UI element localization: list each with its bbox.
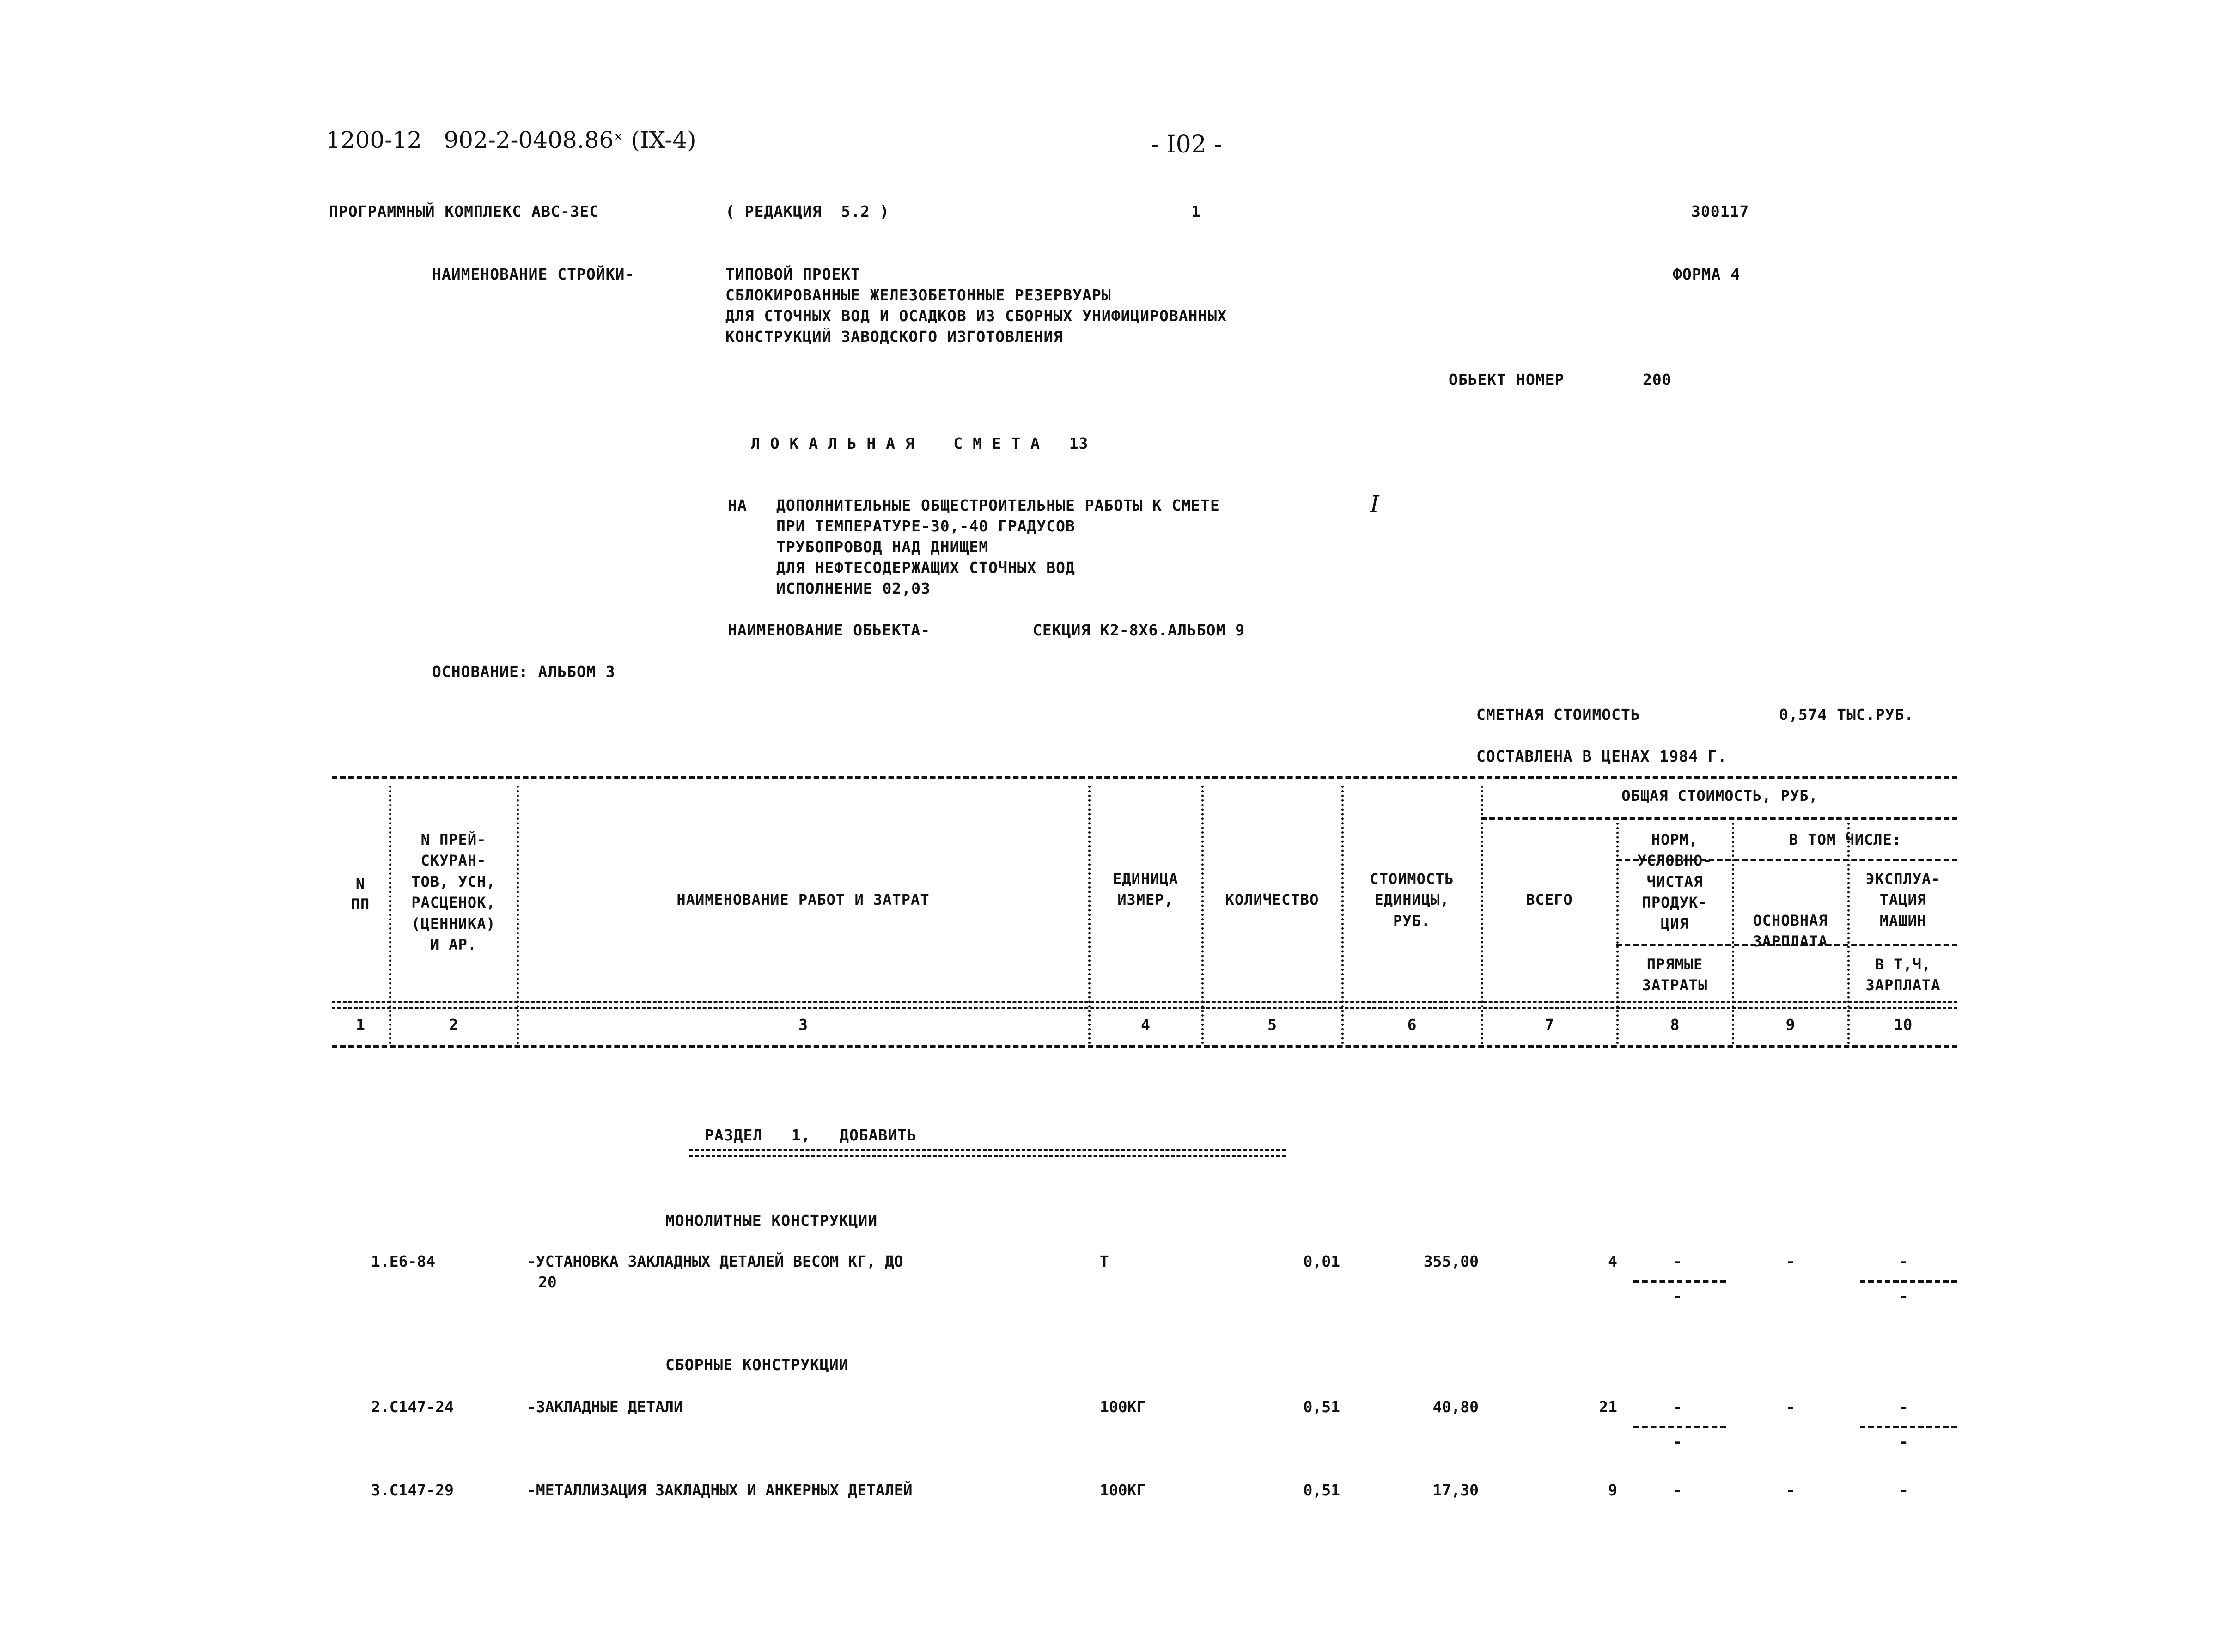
row-unit-price: 17,30 bbox=[1432, 1481, 1479, 1499]
sheet-number: 1 bbox=[1191, 202, 1201, 220]
row-name-cont: 20 bbox=[538, 1273, 557, 1291]
section-underline bbox=[689, 1149, 1286, 1157]
object-name: СЕКЦИЯ К2-8Х6.АЛЬБОМ 9 bbox=[1033, 621, 1245, 639]
project-line: ТИПОВОЙ ПРОЕКТ bbox=[725, 265, 861, 283]
row-direct: - bbox=[1673, 1433, 1682, 1451]
header-bottom-rule bbox=[332, 1001, 1957, 1009]
row-unit: 100КГ bbox=[1100, 1398, 1146, 1416]
row-divider bbox=[1633, 1280, 1726, 1283]
row-qty: 0,51 bbox=[1303, 1481, 1340, 1499]
row-salary: - bbox=[1786, 1252, 1795, 1270]
col-divider bbox=[1201, 786, 1204, 1044]
object-name-label: НАИМЕНОВАНИЕ ОБЬЕКТА- bbox=[728, 621, 931, 639]
row-machines: - bbox=[1899, 1481, 1908, 1499]
header-col-qty: КОЛИЧЕСТВО bbox=[1225, 891, 1319, 908]
row-unit-price: 355,00 bbox=[1423, 1252, 1479, 1270]
row-code: 3.С147-29 bbox=[371, 1481, 454, 1499]
row-norm: - bbox=[1673, 1252, 1682, 1270]
group-title: МОНОЛИТНЫЕ КОНСТРУКЦИИ bbox=[665, 1212, 878, 1230]
row-machines: - bbox=[1899, 1398, 1908, 1416]
project-line: КОНСТРУКЦИЙ ЗАВОДСКОГО ИЗГОТОВЛЕНИЯ bbox=[725, 328, 1063, 346]
col-divider bbox=[1847, 823, 1850, 1044]
section-title: РАЗДЕЛ 1, ДОБАВИТЬ bbox=[705, 1126, 917, 1144]
row-unit: 100КГ bbox=[1100, 1481, 1146, 1499]
col-number: 8 bbox=[1670, 1016, 1680, 1034]
program-code: 300117 bbox=[1691, 202, 1749, 220]
row-norm: - bbox=[1673, 1398, 1682, 1416]
row-code: 1.Е6-84 bbox=[371, 1252, 436, 1270]
row-name: -МЕТАЛЛИЗАЦИЯ ЗАКЛАДНЫХ И АНКЕРНЫХ ДЕТАЛЕЙ bbox=[527, 1481, 913, 1499]
col-number: 4 bbox=[1141, 1016, 1150, 1034]
form-number: ФОРМА 4 bbox=[1673, 265, 1741, 283]
project-line: СБЛОКИРОВАННЫЕ ЖЕЛЕЗОБЕТОННЫЕ РЕЗЕРВУАРЫ bbox=[725, 286, 1111, 304]
estimate-purpose: ПРИ ТЕМПЕРАТУРЕ-30,-40 ГРАДУСОВ bbox=[776, 517, 1075, 535]
row-divider bbox=[1860, 1426, 1957, 1428]
basis: ОСНОВАНИЕ: АЛЬБОМ 3 bbox=[432, 663, 615, 681]
table-top-rule bbox=[332, 776, 1957, 779]
page-number: - I02 - bbox=[1151, 131, 1222, 158]
estimate-smeta-ref: I bbox=[1370, 491, 1379, 518]
col-divider bbox=[517, 786, 519, 1044]
row-total: 21 bbox=[1599, 1398, 1617, 1416]
row-divider bbox=[1860, 1280, 1957, 1283]
row-total: 9 bbox=[1608, 1481, 1617, 1499]
header-col-total: ВСЕГО bbox=[1526, 891, 1573, 908]
estimate-title: Л О К А Л Ь Н А Я С М Е Т А 13 bbox=[751, 434, 1089, 452]
header-col-machines-salary: В Т,Ч, ЗАРПЛАТА bbox=[1865, 956, 1941, 994]
group-title: СБОРНЫЕ КОНСТРУКЦИИ bbox=[665, 1356, 849, 1374]
col-divider bbox=[1088, 786, 1091, 1044]
total-group-rule bbox=[1481, 817, 1957, 820]
col-number: 1 bbox=[356, 1016, 365, 1034]
cost-value: 0,574 ТЫС.РУБ. bbox=[1779, 706, 1914, 724]
row-machines-salary: - bbox=[1899, 1433, 1908, 1451]
header-col-name: НАИМЕНОВАНИЕ РАБОТ И ЗАТРАТ bbox=[676, 891, 930, 908]
row-salary: - bbox=[1786, 1481, 1795, 1499]
row-unit: Т bbox=[1100, 1252, 1109, 1270]
program-name: ПРОГРАММНЫЙ КОМПЛЕКС АВС-3ЕС bbox=[329, 202, 599, 220]
header-col-unit: ЕДИНИЦА ИЗМЕР, bbox=[1113, 870, 1178, 909]
estimate-purpose: ТРУБОПРОВОД НАД ДНИЩЕМ bbox=[776, 538, 989, 556]
row-direct: - bbox=[1673, 1287, 1682, 1305]
object-number-label: ОБЬЕКТ НОМЕР bbox=[1449, 371, 1565, 389]
project-line: ДЛЯ СТОЧНЫХ ВОД И ОСАДКОВ ИЗ СБОРНЫХ УНИФИЦИРОВАННЫХ bbox=[725, 307, 1227, 325]
row-total: 4 bbox=[1608, 1252, 1617, 1270]
header-total-group: ОБЩАЯ СТОИМОСТЬ, РУБ, bbox=[1621, 787, 1818, 805]
row-machines: - bbox=[1899, 1252, 1908, 1270]
object-number: 200 bbox=[1643, 371, 1672, 389]
col-number: 10 bbox=[1894, 1016, 1913, 1034]
col-number: 2 bbox=[449, 1016, 458, 1034]
project-label: НАИМЕНОВАНИЕ СТРОЙКИ- bbox=[432, 265, 635, 283]
row-name: -УСТАНОВКА ЗАКЛАДНЫХ ДЕТАЛЕЙ ВЕСОМ КГ, ДО bbox=[527, 1252, 903, 1270]
price-basis: СОСТАВЛЕНА В ЦЕНАХ 1984 Г. bbox=[1476, 747, 1727, 765]
estimate-purpose: ДЛЯ НЕФТЕСОДЕРЖАЩИХ СТОЧНЫХ ВОД bbox=[776, 559, 1075, 577]
header-incl: В ТОМ ЧИСЛЕ: bbox=[1789, 831, 1902, 848]
header-col-code: N ПРЕЙ- СКУРАН- ТОВ, УСН, РАСЦЕНОК, (ЦЕННИКА) И АР. bbox=[411, 831, 496, 954]
header-col-salary: ОСНОВНАЯ ЗАРПЛАТА bbox=[1753, 912, 1828, 951]
estimate-purpose: ДОПОЛНИТЕЛЬНЫЕ ОБЩЕСТРОИТЕЛЬНЫЕ РАБОТЫ К СМЕТЕ bbox=[776, 496, 1220, 514]
row-qty: 0,01 bbox=[1303, 1252, 1340, 1270]
row-norm: - bbox=[1673, 1481, 1682, 1499]
row-name: -ЗАКЛАДНЫЕ ДЕТАЛИ bbox=[527, 1398, 683, 1416]
numbers-bottom-rule bbox=[332, 1045, 1957, 1048]
program-edition: ( РЕДАКЦИЯ 5.2 ) bbox=[725, 202, 890, 220]
row-divider bbox=[1633, 1426, 1726, 1428]
col-number: 3 bbox=[798, 1016, 808, 1034]
col-number: 5 bbox=[1267, 1016, 1277, 1034]
row-code: 2.С147-24 bbox=[371, 1398, 454, 1416]
header-col-norm: НОРМ, УСЛОВНО- ЧИСТАЯ ПРОДУК- ЦИЯ bbox=[1637, 831, 1712, 933]
col-number: 9 bbox=[1785, 1016, 1795, 1034]
row-qty: 0,51 bbox=[1303, 1398, 1340, 1416]
document-code: 1200-12 902-2-0408.86ˣ (IX-4) bbox=[326, 127, 696, 153]
header-col-num: N ПП bbox=[351, 875, 370, 914]
row-unit-price: 40,80 bbox=[1432, 1398, 1479, 1416]
cost-label: СМЕТНАЯ СТОИМОСТЬ bbox=[1476, 706, 1640, 724]
row-machines-salary: - bbox=[1899, 1287, 1908, 1305]
col-number: 6 bbox=[1407, 1016, 1417, 1034]
header-col-unit-price: СТОИМОСТЬ ЕДИНИЦЫ, РУБ. bbox=[1370, 870, 1454, 930]
header-col-direct: ПРЯМЫЕ ЗАТРАТЫ bbox=[1642, 956, 1708, 994]
row-salary: - bbox=[1786, 1398, 1795, 1416]
estimate-na: НА bbox=[728, 496, 747, 514]
header-col-machines: ЭКСПЛУА- ТАЦИЯ МАШИН bbox=[1865, 870, 1941, 930]
col-divider bbox=[1481, 786, 1483, 1044]
estimate-purpose: ИСПОЛНЕНИЕ 02,03 bbox=[776, 579, 931, 597]
col-number: 7 bbox=[1545, 1016, 1554, 1034]
